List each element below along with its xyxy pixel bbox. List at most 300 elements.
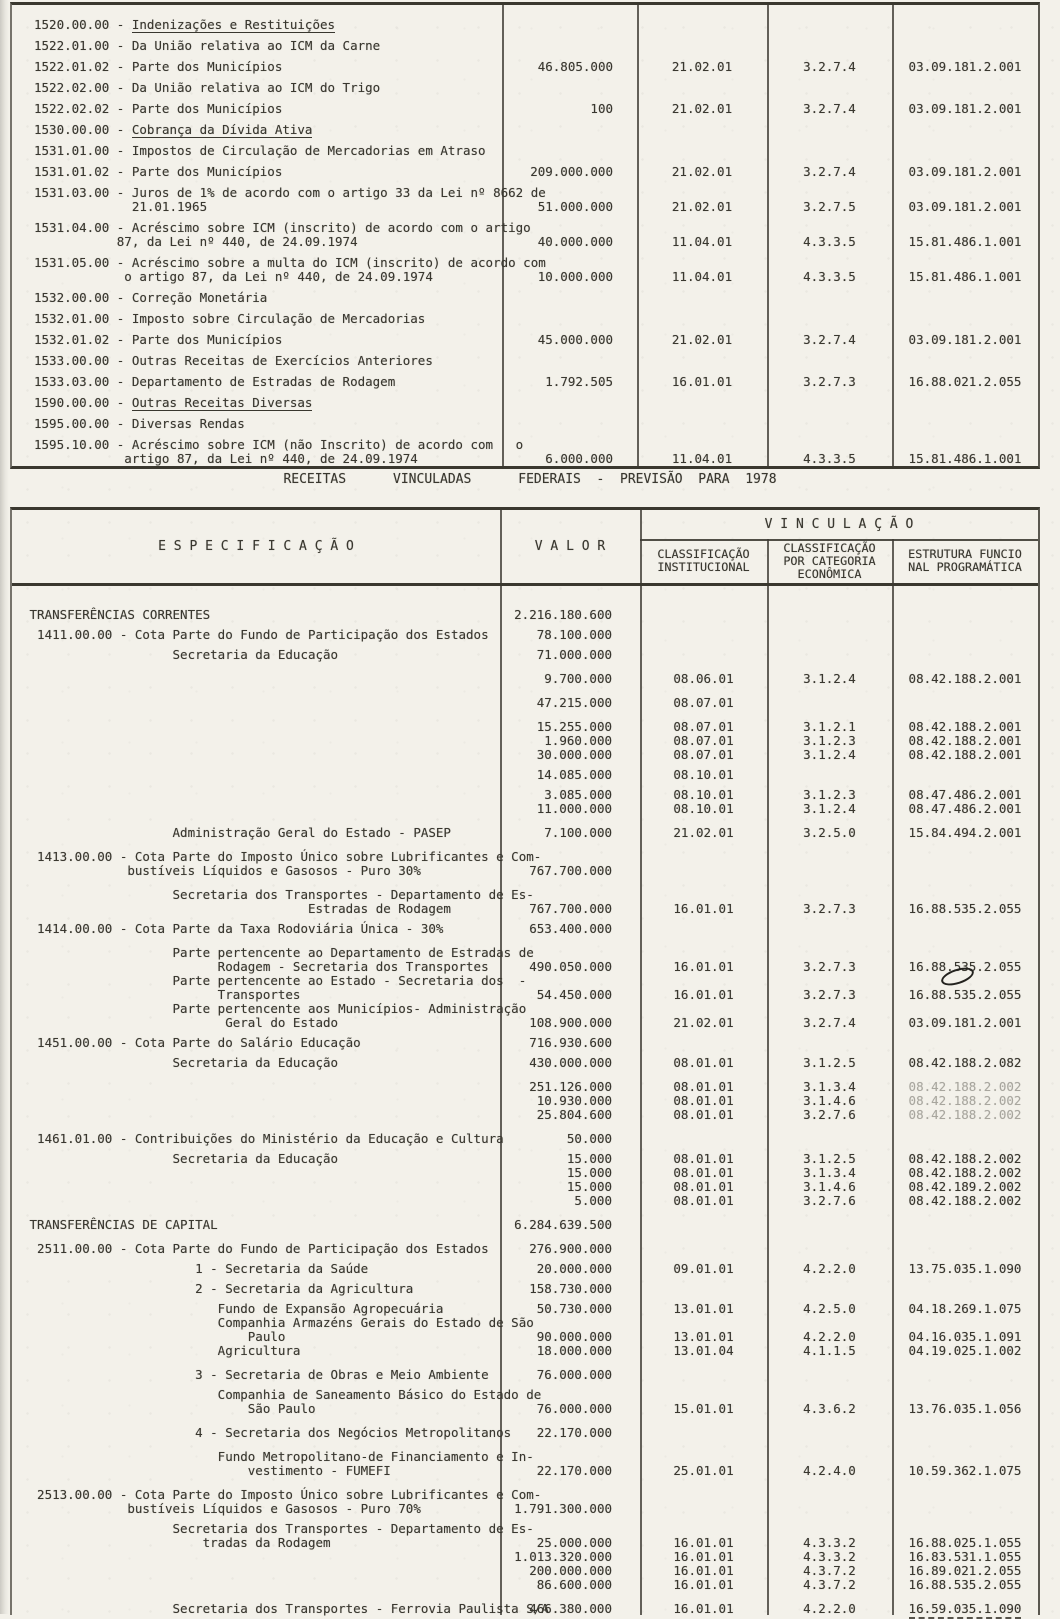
classificacao-categoria-cell: 3.1.2.1 xyxy=(803,719,856,734)
especificacao-cell: 1522.01.00 - Da União relativa ao ICM da Carne xyxy=(34,38,381,53)
table-row xyxy=(12,946,1038,974)
col-header-vinculacao: V I N C U L A Ç Ã O xyxy=(640,510,1038,541)
estrutura-funcional-cell: 08.47.486.2.001 xyxy=(908,787,1022,802)
table-row xyxy=(12,1262,1038,1276)
header-line: POR CATEGORIA xyxy=(783,553,876,568)
especificacao-cell: 1531.05.00 - Acréscimo sobre a multa do ICM (inscrito) de acordo com o artigo 87, da Lei nº 440, de 24.09.1974 xyxy=(34,255,546,284)
especificacao-cell: 1522.02.02 - Parte dos Municípios xyxy=(34,101,283,116)
table-row xyxy=(12,123,1038,137)
valor-cell: 20.000.000 xyxy=(536,1261,612,1276)
especificacao-cell: Secretaria da Educação xyxy=(22,647,339,662)
table-row xyxy=(12,1426,1038,1440)
col-header-estrutura-funcional-programatica xyxy=(892,539,1038,583)
classificacao-institucional-cell: 16.01.01 xyxy=(673,1601,734,1616)
col-header-especificacao: E S P E C I F I C A Ç Ã O xyxy=(158,539,354,554)
valor-cell: 1.792.505 xyxy=(545,374,613,389)
valor-cell: 11.000.000 xyxy=(536,801,612,816)
estrutura-funcional-cell: 16.88.535.2.055 xyxy=(892,960,1038,974)
table-row xyxy=(12,922,1038,936)
table-row xyxy=(12,1488,1038,1516)
especificacao-cell: 1461.01.00 - Contribuições do Ministério da Educação e Cultura xyxy=(22,1131,504,1146)
table-row xyxy=(12,1282,1038,1296)
table-row xyxy=(12,312,1038,326)
classificacao-institucional-cell: 08.01.01 xyxy=(673,1165,734,1180)
table-row xyxy=(12,1108,1038,1122)
classificacao-institucional-cell: 08.06.01 xyxy=(673,671,734,686)
valor-cell: 47.215.000 xyxy=(536,695,612,710)
estrutura-funcional-cell: 16.59.035.1.090 xyxy=(892,1602,1038,1616)
table-row xyxy=(12,1180,1038,1194)
estrutura-funcional-cell: 08.42.188.2.002 xyxy=(908,1151,1022,1166)
classificacao-institucional-cell: 08.01.01 xyxy=(673,1193,734,1208)
table-row xyxy=(12,1578,1038,1592)
table-row xyxy=(12,144,1038,158)
classificacao-categoria-cell: 3.2.7.3 xyxy=(803,959,856,974)
table-row xyxy=(12,1194,1038,1208)
table-row xyxy=(12,608,1038,622)
especificacao-cell: 1531.03.00 - Juros de 1% de acordo com o artigo 33 da Lei nº 8662 de 21.01.1965 xyxy=(34,185,546,214)
especificacao-cell: 1 - Secretaria da Saúde xyxy=(22,1261,369,1276)
especificacao-cell: 1414.00.00 - Cota Parte da Taxa Rodoviária Única - 30% xyxy=(22,921,444,936)
classificacao-categoria-cell: 3.2.7.4 xyxy=(803,164,856,179)
classificacao-institucional-cell: 15.01.01 xyxy=(673,1401,734,1416)
especificacao-cell: Secretaria dos Transportes - Ferrovia Paulista S/A xyxy=(22,1601,549,1616)
estrutura-funcional-cell: 15.81.486.1.001 xyxy=(908,269,1022,284)
table-row xyxy=(12,354,1038,368)
valor-cell: 767.700.000 xyxy=(529,863,612,878)
estrutura-funcional-cell: 08.42.188.2.002 xyxy=(908,1079,1022,1094)
valor-cell: 466.380.000 xyxy=(529,1601,612,1616)
table-row xyxy=(12,748,1038,762)
classificacao-categoria-cell: 3.1.2.4 xyxy=(803,671,856,686)
table-row xyxy=(12,1132,1038,1146)
classificacao-categoria-cell: 3.1.4.6 xyxy=(803,1093,856,1108)
classificacao-institucional-cell: 16.01.01 xyxy=(673,1535,734,1550)
table-row xyxy=(12,1002,1038,1030)
classificacao-categoria-cell: 3.1.3.4 xyxy=(803,1079,856,1094)
valor-cell: 108.900.000 xyxy=(529,1015,612,1030)
especificacao-cell: 4 - Secretaria dos Negócios Metropolitanos xyxy=(22,1425,512,1440)
especificacao-cell: 1532.00.00 - Correção Monetária xyxy=(34,290,268,305)
estrutura-funcional-cell: 08.42.188.2.002 xyxy=(908,1165,1022,1180)
classificacao-categoria-cell: 3.2.7.4 xyxy=(803,1015,856,1030)
estrutura-funcional-cell: 08.47.486.2.001 xyxy=(908,801,1022,816)
table-row xyxy=(12,1242,1038,1256)
table-row xyxy=(12,291,1038,305)
header-line: ESTRUTURA FUNCIO xyxy=(908,547,1022,561)
classificacao-categoria-cell: 4.2.4.0 xyxy=(803,1463,856,1478)
especificacao-cell: Administração Geral do Estado - PASEP xyxy=(22,825,451,840)
especificacao-cell: Secretaria da Educação xyxy=(22,1151,339,1166)
table-row xyxy=(12,1166,1038,1180)
classificacao-institucional-cell: 09.01.01 xyxy=(673,1261,734,1276)
table-row xyxy=(12,1368,1038,1382)
especificacao-cell: 1520.00.00 - Indenizações e Restituições xyxy=(34,17,336,32)
table-row xyxy=(12,333,1038,347)
table-row xyxy=(12,396,1038,410)
classificacao-institucional-cell: 16.01.01 xyxy=(673,1577,734,1592)
estrutura-funcional-cell: 15.81.486.1.001 xyxy=(908,451,1022,466)
estrutura-funcional-cell: 16.89.021.2.055 xyxy=(908,1563,1022,1578)
especificacao-cell: 2 - Secretaria da Agricultura xyxy=(22,1281,414,1296)
valor-cell: 200.000.000 xyxy=(529,1563,612,1578)
table-row xyxy=(12,788,1038,802)
table-row xyxy=(12,696,1038,710)
estrutura-funcional-cell: 03.09.181.2.001 xyxy=(908,164,1022,179)
valor-cell: 25.804.600 xyxy=(536,1107,612,1122)
classificacao-institucional-cell: 21.02.01 xyxy=(671,59,733,74)
classificacao-categoria-cell: 3.2.7.3 xyxy=(803,374,856,389)
table-receitas-vinculadas-federais xyxy=(10,507,1040,1615)
especificacao-cell: 1595.00.00 - Diversas Rendas xyxy=(34,416,245,431)
especificacao-cell: TRANSFERÊNCIAS DE CAPITAL xyxy=(22,1217,218,1232)
table-row xyxy=(12,165,1038,179)
classificacao-categoria-cell: 3.2.7.5 xyxy=(803,199,856,214)
valor-cell: 15.000 xyxy=(566,1151,612,1166)
valor-cell: 46.805.000 xyxy=(537,59,613,74)
valor-cell: 653.400.000 xyxy=(529,921,612,936)
estrutura-funcional-cell: 03.09.181.2.001 xyxy=(908,332,1022,347)
especificacao-cell: 1531.01.00 - Impostos de Circulação de Mercadorias em Atraso xyxy=(34,143,486,158)
especificacao-cell: 2513.00.00 - Cota Parte do Imposto Único sobre Lubrificantes e Com- bustíveis Líquidos e Gasosos - Puro 70% xyxy=(22,1487,542,1516)
table-row xyxy=(12,1344,1038,1358)
classificacao-institucional-cell: 21.02.01 xyxy=(671,332,733,347)
table-row xyxy=(12,375,1038,389)
estrutura-funcional-cell: 08.42.188.2.082 xyxy=(908,1055,1022,1070)
classificacao-categoria-cell: 3.2.7.4 xyxy=(803,332,856,347)
classificacao-institucional-cell: 08.07.01 xyxy=(673,747,734,762)
estrutura-funcional-cell: 08.42.188.2.002 xyxy=(908,1193,1022,1208)
valor-cell: 15.000 xyxy=(566,1179,612,1194)
classificacao-institucional-cell: 08.01.01 xyxy=(673,1179,734,1194)
table-row xyxy=(12,102,1038,116)
especificacao-cell: 1533.03.00 - Departamento de Estradas de Rodagem xyxy=(34,374,396,389)
classificacao-categoria-cell: 4.1.1.5 xyxy=(803,1343,856,1358)
header-line: CLASSIFICAÇÃO xyxy=(783,540,876,555)
valor-cell: 14.085.000 xyxy=(536,767,612,782)
especificacao-cell: 3 - Secretaria de Obras e Meio Ambiente xyxy=(22,1367,489,1382)
valor-cell: 22.170.000 xyxy=(536,1425,612,1440)
especificacao-cell: Secretaria dos Transportes - Departamento de Es- Estradas de Rodagem xyxy=(22,887,534,916)
especificacao-cell: Fundo de Expansão Agropecuária xyxy=(22,1301,444,1316)
classificacao-categoria-cell: 3.2.7.3 xyxy=(803,901,856,916)
classificacao-categoria-cell: 3.2.7.4 xyxy=(803,101,856,116)
classificacao-categoria-cell: 3.2.7.4 xyxy=(803,59,856,74)
valor-cell: 30.000.000 xyxy=(536,747,612,762)
especificacao-cell: 1595.10.00 - Acréscimo sobre ICM (não Inscrito) de acordo com o artigo 87, da Lei nº 440, de 24.09.1974 xyxy=(34,437,524,466)
classificacao-categoria-cell: 4.2.2.0 xyxy=(803,1601,856,1616)
classificacao-categoria-cell: 3.1.2.3 xyxy=(803,733,856,748)
estrutura-funcional-cell: 03.09.181.2.001 xyxy=(908,101,1022,116)
valor-cell: 100 xyxy=(590,101,613,116)
estrutura-funcional-cell: 03.09.181.2.001 xyxy=(908,1015,1022,1030)
valor-cell: 1.960.000 xyxy=(544,733,612,748)
table-row xyxy=(12,734,1038,748)
classificacao-categoria-cell: 4.2.2.0 xyxy=(803,1329,856,1344)
valor-cell: 490.050.000 xyxy=(529,959,612,974)
classificacao-categoria-cell: 3.2.7.3 xyxy=(803,987,856,1002)
table-row xyxy=(12,186,1038,214)
table-row xyxy=(12,648,1038,662)
classificacao-categoria-cell: 3.1.3.4 xyxy=(803,1165,856,1180)
classificacao-categoria-cell: 4.3.3.5 xyxy=(803,234,856,249)
table-row xyxy=(12,1550,1038,1564)
classificacao-categoria-cell: 3.2.5.0 xyxy=(803,825,856,840)
especificacao-cell: 1533.00.00 - Outras Receitas de Exercícios Anteriores xyxy=(34,353,433,368)
classificacao-categoria-cell: 4.3.3.2 xyxy=(803,1549,856,1564)
valor-cell: 716.930.600 xyxy=(529,1035,612,1050)
valor-cell: 2.216.180.600 xyxy=(514,607,612,622)
estrutura-funcional-cell: 16.83.531.1.055 xyxy=(908,1549,1022,1564)
table-row xyxy=(12,850,1038,878)
table-row xyxy=(12,1388,1038,1416)
classificacao-institucional-cell: 13.01.01 xyxy=(673,1329,734,1344)
table-title: RECEITAS VINCULADAS FEDERAIS - PREVISÃO PARA 1978 xyxy=(283,472,777,487)
especificacao-cell: 2511.00.00 - Cota Parte do Fundo de Participação dos Estados xyxy=(22,1241,489,1256)
classificacao-institucional-cell: 16.01.01 xyxy=(673,1549,734,1564)
classificacao-institucional-cell: 13.01.01 xyxy=(673,1301,734,1316)
valor-cell: 209.000.000 xyxy=(530,164,613,179)
estrutura-funcional-cell: 08.42.188.2.001 xyxy=(908,719,1022,734)
classificacao-institucional-cell: 08.10.01 xyxy=(673,801,734,816)
estrutura-funcional-cell: 08.42.188.2.002 xyxy=(908,1093,1022,1108)
valor-cell: 1.791.300.000 xyxy=(514,1501,612,1516)
valor-cell: 15.000 xyxy=(566,1165,612,1180)
table-row xyxy=(12,1056,1038,1070)
valor-cell: 76.000.000 xyxy=(536,1367,612,1382)
table-row xyxy=(12,417,1038,431)
table-header xyxy=(12,510,1038,586)
classificacao-institucional-cell: 21.02.01 xyxy=(673,1015,734,1030)
classificacao-institucional-cell: 11.04.01 xyxy=(671,451,733,466)
classificacao-institucional-cell: 08.01.01 xyxy=(673,1151,734,1166)
valor-cell: 6.000.000 xyxy=(545,451,613,466)
valor-cell: 430.000.000 xyxy=(529,1055,612,1070)
col-header-classificacao-institucional xyxy=(640,539,767,583)
estrutura-funcional-cell: 13.76.035.1.056 xyxy=(908,1401,1022,1416)
valor-cell: 7.100.000 xyxy=(544,825,612,840)
header-line: CLASSIFICAÇÃO xyxy=(657,547,750,561)
classificacao-categoria-cell: 4.3.7.2 xyxy=(803,1577,856,1592)
especificacao-cell: Agricultura xyxy=(22,1343,301,1358)
classificacao-categoria-cell: 3.1.2.5 xyxy=(803,1151,856,1166)
header-line: NAL PROGRAMÁTICA xyxy=(908,560,1022,574)
valor-cell: 51.000.000 xyxy=(537,199,613,214)
classificacao-institucional-cell: 25.01.01 xyxy=(673,1463,734,1478)
table-row xyxy=(12,1564,1038,1578)
table-receitas-continuation xyxy=(10,2,1040,469)
header-line: ECONÔMICA xyxy=(797,566,862,581)
classificacao-institucional-cell: 08.01.01 xyxy=(673,1093,734,1108)
especificacao-cell: 1530.00.00 - Cobrança da Dívida Ativa xyxy=(34,122,313,137)
table-row xyxy=(12,1450,1038,1478)
table-row xyxy=(12,1036,1038,1050)
classificacao-institucional-cell: 21.02.01 xyxy=(673,825,734,840)
especificacao-cell: 1532.01.00 - Imposto sobre Circulação de Mercadorias xyxy=(34,311,426,326)
table-row xyxy=(12,768,1038,782)
classificacao-categoria-cell: 3.2.7.6 xyxy=(803,1107,856,1122)
estrutura-funcional-cell: 08.42.188.2.001 xyxy=(908,747,1022,762)
classificacao-categoria-cell: 3.1.2.5 xyxy=(803,1055,856,1070)
estrutura-funcional-cell: 08.42.188.2.001 xyxy=(908,733,1022,748)
classificacao-categoria-cell: 4.3.6.2 xyxy=(803,1401,856,1416)
classificacao-institucional-cell: 21.02.01 xyxy=(671,164,733,179)
table-row xyxy=(12,888,1038,916)
valor-cell: 767.700.000 xyxy=(529,901,612,916)
valor-cell: 18.000.000 xyxy=(536,1343,612,1358)
especificacao-cell: 1411.00.00 - Cota Parte do Fundo de Participação dos Estados xyxy=(22,627,489,642)
estrutura-funcional-cell: 10.59.362.1.075 xyxy=(908,1463,1022,1478)
table-row xyxy=(12,628,1038,642)
classificacao-institucional-cell: 08.01.01 xyxy=(673,1107,734,1122)
estrutura-funcional-cell: 16.88.535.2.055 xyxy=(908,901,1022,916)
valor-cell: 3.085.000 xyxy=(544,787,612,802)
table-row xyxy=(12,39,1038,53)
classificacao-institucional-cell: 16.01.01 xyxy=(673,987,734,1002)
valor-cell: 40.000.000 xyxy=(537,234,613,249)
classificacao-institucional-cell: 11.04.01 xyxy=(671,269,733,284)
estrutura-funcional-cell: 08.42.188.2.002 xyxy=(908,1107,1022,1122)
classificacao-categoria-cell: 3.1.4.6 xyxy=(803,1179,856,1194)
valor-cell: 1.013.320.000 xyxy=(514,1549,612,1564)
especificacao-cell: Secretaria da Educação xyxy=(22,1055,339,1070)
table-row xyxy=(12,221,1038,249)
table-row xyxy=(12,1522,1038,1550)
table-row xyxy=(12,974,1038,1002)
valor-cell: 45.000.000 xyxy=(537,332,613,347)
especificacao-cell: 1522.01.02 - Parte dos Municípios xyxy=(34,59,283,74)
estrutura-funcional-cell: 04.16.035.1.091 xyxy=(908,1329,1022,1344)
valor-cell: 71.000.000 xyxy=(536,647,612,662)
valor-cell: 50.000 xyxy=(566,1131,612,1146)
table-row xyxy=(12,1302,1038,1316)
classificacao-categoria-cell: 4.3.3.5 xyxy=(803,269,856,284)
valor-cell: 15.255.000 xyxy=(536,719,612,734)
valor-cell: 9.700.000 xyxy=(544,671,612,686)
valor-cell: 76.000.000 xyxy=(536,1401,612,1416)
table-row xyxy=(12,826,1038,840)
table-row xyxy=(12,60,1038,74)
valor-cell: 10.000.000 xyxy=(537,269,613,284)
table-row xyxy=(12,256,1038,284)
estrutura-funcional-cell: 16.88.025.1.055 xyxy=(908,1535,1022,1550)
especificacao-cell: Parte pertencente ao Departamento de Estradas de Rodagem - Secretaria dos Transportes xyxy=(22,945,534,974)
valor-cell: 90.000.000 xyxy=(536,1329,612,1344)
estrutura-funcional-cell: 03.09.181.2.001 xyxy=(908,59,1022,74)
especificacao-cell: 1522.02.00 - Da União relativa ao ICM do Trigo xyxy=(34,80,381,95)
classificacao-institucional-cell: 21.02.01 xyxy=(671,199,733,214)
classificacao-institucional-cell: 08.10.01 xyxy=(673,767,734,782)
classificacao-institucional-cell: 16.01.01 xyxy=(671,374,733,389)
valor-cell: 54.450.000 xyxy=(536,987,612,1002)
estrutura-funcional-cell: 13.75.035.1.090 xyxy=(908,1261,1022,1276)
especificacao-cell: 1413.00.00 - Cota Parte do Imposto Único sobre Lubrificantes e Com- bustíveis Líquidos e Gasosos - Puro 30% xyxy=(22,849,542,878)
table-row xyxy=(12,1218,1038,1232)
table-row xyxy=(12,1152,1038,1166)
classificacao-institucional-cell: 08.07.01 xyxy=(673,695,734,710)
classificacao-categoria-cell: 4.2.2.0 xyxy=(803,1261,856,1276)
table-row xyxy=(12,438,1038,466)
table-row xyxy=(12,1080,1038,1094)
especificacao-cell: Companhia Armazéns Gerais do Estado de São Paulo xyxy=(22,1315,534,1344)
table-body xyxy=(12,586,1038,1616)
classificacao-institucional-cell: 08.07.01 xyxy=(673,733,734,748)
classificacao-institucional-cell: 13.01.04 xyxy=(673,1343,734,1358)
especificacao-cell: 1590.00.00 - Outras Receitas Diversas xyxy=(34,395,313,410)
estrutura-funcional-cell: 03.09.181.2.001 xyxy=(908,199,1022,214)
estrutura-funcional-cell: 16.88.535.2.055 xyxy=(908,987,1022,1002)
valor-cell: 78.100.000 xyxy=(536,627,612,642)
especificacao-cell: 1532.01.02 - Parte dos Municípios xyxy=(34,332,283,347)
estrutura-funcional-cell: 08.42.188.2.001 xyxy=(908,671,1022,686)
table-row xyxy=(12,720,1038,734)
especificacao-cell: Secretaria dos Transportes - Departamento de Es- tradas da Rodagem xyxy=(22,1521,534,1550)
estrutura-funcional-cell: 04.18.269.1.075 xyxy=(908,1301,1022,1316)
estrutura-funcional-cell: 16.88.021.2.055 xyxy=(908,374,1022,389)
col-header-classificacao-categoria-economica xyxy=(767,539,892,583)
estrutura-funcional-cell: 08.42.189.2.002 xyxy=(908,1179,1022,1194)
table-body xyxy=(12,5,1038,466)
header-line: INSTITUCIONAL xyxy=(657,560,750,574)
classificacao-categoria-cell: 4.3.3.2 xyxy=(803,1535,856,1550)
table-row xyxy=(12,18,1038,32)
classificacao-categoria-cell: 4.3.3.5 xyxy=(803,451,856,466)
especificacao-cell: Parte pertencente ao Estado - Secretaria dos - Transportes xyxy=(22,973,527,1002)
classificacao-categoria-cell: 3.1.2.4 xyxy=(803,747,856,762)
especificacao-cell: 1531.04.00 - Acréscimo sobre ICM (inscrito) de acordo com o artigo 87, da Lei nº 440, de 24.09.1974 xyxy=(34,220,531,249)
estrutura-funcional-cell: 04.19.025.1.002 xyxy=(908,1343,1022,1358)
classificacao-institucional-cell: 08.10.01 xyxy=(673,787,734,802)
especificacao-cell: 1451.00.00 - Cota Parte do Salário Educação xyxy=(22,1035,361,1050)
especificacao-cell: Parte pertencente aos Municípios- Administração Geral do Estado xyxy=(22,1001,527,1030)
estrutura-funcional-cell: 15.84.494.2.001 xyxy=(908,825,1022,840)
table-row xyxy=(12,1094,1038,1108)
estrutura-funcional-cell: 15.81.486.1.001 xyxy=(908,234,1022,249)
table-row xyxy=(12,802,1038,816)
classificacao-categoria-cell: 3.1.2.3 xyxy=(803,787,856,802)
table-row xyxy=(12,672,1038,686)
scan-edge-shadow xyxy=(0,0,9,1614)
classificacao-institucional-cell: 08.01.01 xyxy=(673,1079,734,1094)
valor-cell: 50.730.000 xyxy=(536,1301,612,1316)
estrutura-funcional-cell: 16.88.535.2.055 xyxy=(908,1577,1022,1592)
valor-cell: 5.000 xyxy=(574,1193,612,1208)
classificacao-institucional-cell: 08.07.01 xyxy=(673,719,734,734)
valor-cell: 276.900.000 xyxy=(529,1241,612,1256)
classificacao-institucional-cell: 16.01.01 xyxy=(673,1563,734,1578)
valor-cell: 22.170.000 xyxy=(536,1463,612,1478)
classificacao-categoria-cell: 4.3.7.2 xyxy=(803,1563,856,1578)
valor-cell: 6.284.639.500 xyxy=(514,1217,612,1232)
valor-cell: 251.126.000 xyxy=(529,1079,612,1094)
classificacao-categoria-cell: 4.2.5.0 xyxy=(803,1301,856,1316)
classificacao-categoria-cell: 3.2.7.6 xyxy=(803,1193,856,1208)
classificacao-categoria-cell: 3.1.2.4 xyxy=(803,801,856,816)
classificacao-institucional-cell: 11.04.01 xyxy=(671,234,733,249)
classificacao-institucional-cell: 08.01.01 xyxy=(673,1055,734,1070)
valor-cell: 25.000.000 xyxy=(536,1535,612,1550)
classificacao-institucional-cell: 16.01.01 xyxy=(673,959,734,974)
col-header-valor: V A L O R xyxy=(534,539,606,554)
table-row xyxy=(12,1316,1038,1344)
especificacao-cell: TRANSFERÊNCIAS CORRENTES xyxy=(22,607,211,622)
valor-cell: 158.730.000 xyxy=(529,1281,612,1296)
classificacao-institucional-cell: 21.02.01 xyxy=(671,101,733,116)
especificacao-cell: Fundo Metropolitano-de Financiamento e In- vestimento - FUMEFI xyxy=(22,1449,534,1478)
especificacao-cell: Companhia de Saneamento Básico do Estado de São Paulo xyxy=(22,1387,542,1416)
especificacao-cell: 1531.01.02 - Parte dos Municípios xyxy=(34,164,283,179)
valor-cell: 10.930.000 xyxy=(536,1093,612,1108)
